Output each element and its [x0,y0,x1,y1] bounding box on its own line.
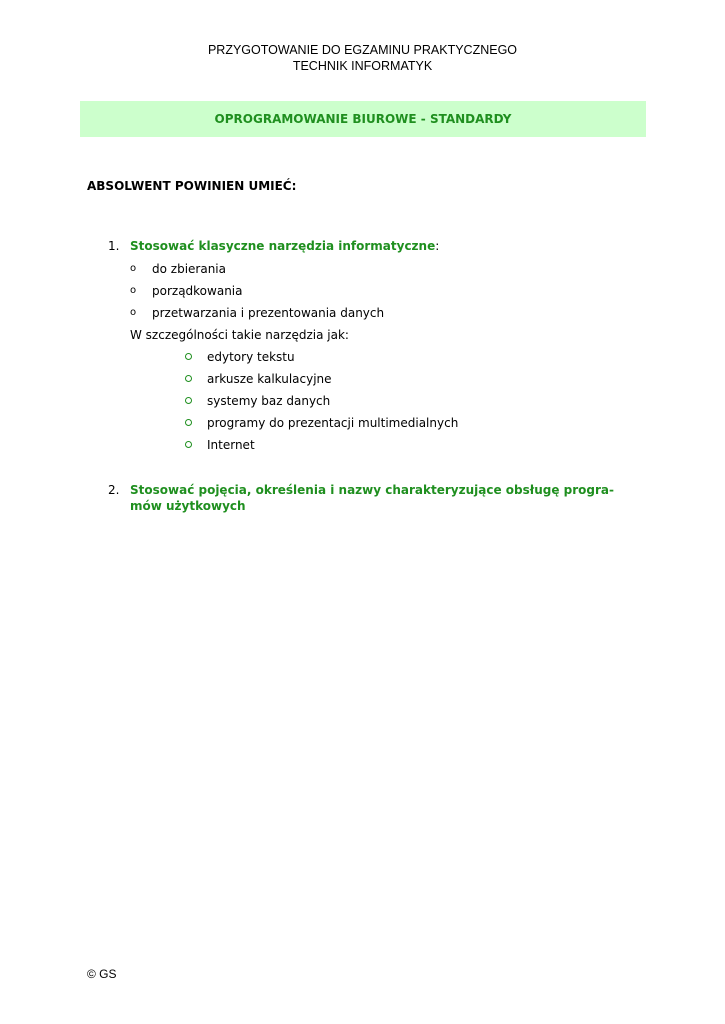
tool-label: Internet [207,438,255,452]
tool-label: edytory tekstu [207,350,295,364]
green-circle-bullet-icon [185,375,192,382]
tool-label: arkusze kalkulacyjne [207,372,332,386]
list-item-2-title [130,482,630,514]
green-circle-bullet-icon [185,419,192,426]
list-number-2: 2. [108,483,120,497]
circle-bullet-icon: o [130,307,137,318]
tool-label: programy do prezentacji multimedialnych [207,416,459,430]
banner-title: OPROGRAMOWANIE BIUROWE - STANDARDY [214,112,512,126]
sub-item-label: porządkowania [152,284,243,298]
list-item-1-suffix: : [435,239,440,253]
list-item-1-text [130,238,439,254]
circle-bullet-icon: o [130,285,137,296]
tool-label: systemy baz danych [207,394,331,408]
green-circle-bullet-icon [185,397,192,404]
green-circle-bullet-icon [185,441,192,448]
green-circle-bullet-icon [185,353,192,360]
section-heading: ABSOLWENT POWINIEN UMIEĆ: [87,179,297,193]
copyright-footer: © GS [87,967,117,981]
circle-bullet-icon: o [130,263,137,274]
header-line-1: PRZYGOTOWANIE DO EGZAMINU PRAKTYCZNEGO [207,43,518,57]
list-item-1-title: Stosować klasyczne narzędzia informatyczne [130,239,436,253]
tools-intro: W szczególności takie narzędzia jak: [130,328,349,342]
document-header [0,42,725,74]
list-item-2-title-line-2: mów użytkowych [130,499,246,513]
list-number-1: 1. [108,239,120,253]
sub-item-label: przetwarzania i prezentowania danych [152,306,385,320]
sub-item-label: do zbierania [152,262,226,276]
header-line-2: TECHNIK INFORMATYK [292,59,433,73]
title-banner [80,101,646,137]
list-item-2-title-line-1: Stosować pojęcia, określenia i nazwy charakteryzujące obsługę progra- [130,483,614,497]
